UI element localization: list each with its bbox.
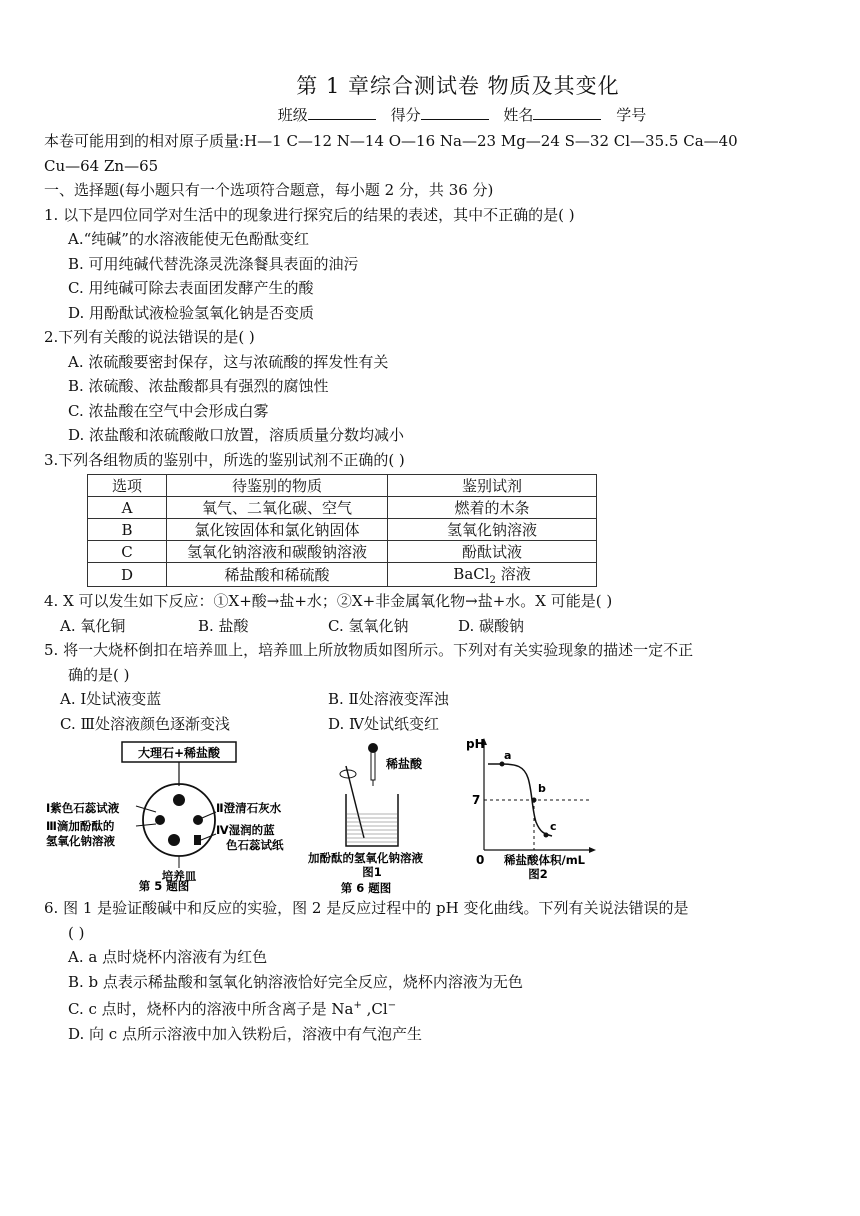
q4-stem: 4. X 可以发生如下反应：①X+酸→盐+水；②X+非金属氧化物→盐+水。X 可能是( ) (44, 592, 613, 610)
fig5-label-2: Ⅱ澄清石灰水 (216, 801, 282, 815)
table-header: 选项 (88, 475, 167, 497)
name-label: 姓名 (503, 106, 534, 124)
point-c (544, 833, 549, 838)
q5-options-row1 (44, 687, 812, 712)
table-row (88, 541, 597, 563)
table-cell: B (88, 519, 167, 541)
table-cell: A (88, 497, 167, 519)
table-cell: 酚酞试液 (388, 541, 597, 563)
figures-row (44, 737, 812, 895)
q6-stem: 6. 图 1 是验证酸碱中和反应的实验，图 2 是反应过程中的 pH 变化曲线。下列有关说法错误的是 (44, 899, 689, 917)
table-cell: C (88, 541, 167, 563)
x-arrow (589, 847, 596, 853)
q5-option-b: B. Ⅱ处溶液变浑浊 (328, 690, 449, 708)
name-blank[interactable] (533, 105, 601, 120)
bacl-subscript: 2 (489, 575, 496, 586)
fig6-diagram (306, 734, 606, 895)
table-header: 鉴别试剂 (388, 475, 597, 497)
fig5-box-label: 大理石+稀盐酸 (137, 746, 221, 760)
table-cell: 氯化铵固体和氯化钠固体 (167, 519, 388, 541)
exam-page (44, 70, 812, 1046)
q2-option-a: A. 浓硫酸要密封保存，这与浓硫酸的挥发性有关 (68, 352, 389, 371)
graph-zero-label: 0 (476, 853, 485, 867)
q5-stem-cont: 确的是( ) (68, 665, 130, 684)
stirring-rod (346, 766, 364, 838)
graph-ph-label: pH (466, 737, 485, 751)
q4-option-d: D. 碳酸钠 (458, 616, 525, 635)
graph-x-label: 稀盐酸体积/mL (504, 853, 586, 867)
q1-option-d: D. 用酚酞试液检验氢氧化钠是否变质 (68, 303, 315, 322)
fig5-label-4a: Ⅳ湿润的蓝 (216, 823, 275, 837)
student-info (112, 104, 812, 125)
q3-table (87, 474, 597, 587)
fig5-center-dot-top (173, 794, 185, 806)
fig6-acid-label: 稀盐酸 (386, 757, 423, 771)
fig5-caption: 第 5 题图 (138, 879, 190, 893)
point-a (500, 762, 505, 767)
table-row (88, 519, 597, 541)
point-b (532, 798, 537, 803)
q2-option-d: D. 浓盐酸和浓硫酸敞口放置，溶质质量分数均减小 (68, 426, 405, 444)
q6-option-d: D. 向 c 点所示溶液中加入铁粉后，溶液中有气泡产生 (68, 1024, 422, 1043)
bacl-tail: 溶液 (495, 565, 531, 583)
graph-seven-label: 7 (472, 793, 481, 807)
page-title: 第 1 章综合测试卷 物质及其变化 (296, 74, 620, 98)
q6-option-a: A. a 点时烧杯内溶液有为红色 (68, 948, 268, 966)
score-blank[interactable] (421, 105, 489, 120)
beaker-liquid (347, 814, 397, 842)
q2-stem: 2.下列有关酸的说法错误的是( ) (44, 328, 255, 346)
fig6-caption: 第 6 题图 (340, 881, 392, 895)
q5-stem: 5. 将一大烧杯倒扣在培养皿上，培养皿上所放物质如图所示。下列对有关实验现象的描述一定不正 (44, 641, 694, 659)
table-cell: D (88, 563, 167, 587)
score-label: 得分 (390, 106, 421, 124)
table-row (88, 497, 597, 519)
point-c-label: c (550, 820, 557, 833)
fig6-beaker-label: 加酚酞的氢氧化钠溶液 (308, 851, 423, 865)
table-cell: 氢氧化钠溶液和碳酸钠溶液 (167, 541, 388, 563)
class-label: 班级 (277, 106, 308, 124)
q5-option-c: C. Ⅲ处溶液颜色逐渐变浅 (60, 714, 230, 733)
table-header: 待鉴别的物质 (167, 475, 388, 497)
table-cell: 燃着的木条 (388, 497, 597, 519)
bacl-text: BaCl (453, 565, 490, 583)
q2-option-b: B. 浓硫酸、浓盐酸都具有强烈的腐蚀性 (68, 377, 329, 395)
fig5-label-1: Ⅰ紫色石蕊试液 (46, 801, 120, 815)
table-cell: 稀盐酸和稀硫酸 (167, 563, 388, 587)
section-heading: 一、选择题(每小题只有一个选项符合题意，每小题 2 分，共 36 分) (44, 181, 494, 199)
q4-option-c: C. 氢氧化钠 (328, 616, 409, 635)
fig5-dot-right (193, 815, 203, 825)
fig5-paper (194, 835, 201, 845)
class-blank[interactable] (308, 105, 376, 120)
atomic-mass-line2: Cu—64 Zn—65 (44, 156, 159, 175)
q6-c-text: C. c 点时，烧杯内的溶液中所含离子是 Na (68, 1000, 354, 1018)
q1-stem: 1. 以下是四位同学对生活中的现象进行探究后的结果的表述，其中不正确的是( ) (44, 205, 575, 224)
fig6-fig1-label: 图1 (362, 865, 382, 879)
fig5-dish-label: 培养皿 (161, 869, 197, 883)
q1-option-c: C. 用纯碱可除去表面团发酵产生的酸 (68, 279, 314, 297)
dropper-tube (371, 752, 375, 780)
na-charge: + (353, 1000, 362, 1011)
fig6-fig2-label: 图2 (528, 867, 548, 881)
fig5-diagram (44, 740, 294, 893)
fig5-dot-left (155, 815, 165, 825)
table-cell (388, 563, 597, 587)
id-label: 学号 (616, 106, 647, 124)
q1-option-b: B. 可用纯碱代替洗涤灵洗涤餐具表面的油污 (68, 254, 359, 273)
table-cell: 氢氧化钠溶液 (388, 519, 597, 541)
table-row (88, 563, 597, 587)
q4-options (44, 614, 812, 639)
atomic-mass-line1: 本卷可能用到的相对原子质量:H—1 C—12 N—14 O—16 Na—23 Mg—24 S—32 Cl—35.5 Ca—40 (44, 132, 738, 150)
point-a-label: a (504, 749, 512, 762)
cl-charge: − (387, 1000, 397, 1011)
q5-options-row2 (44, 712, 812, 737)
q5-option-a: A. Ⅰ处试液变蓝 (60, 690, 162, 708)
q6-stem-cont: ( ) (68, 923, 85, 942)
fig5-label-3b: 氢氧化钠溶液 (46, 834, 115, 848)
q4-option-a: A. 氧化铜 (60, 616, 126, 635)
q6-c-mid: ,Cl (361, 1000, 388, 1018)
fig5-label-3a: Ⅲ滴加酚酞的 (46, 819, 115, 833)
point-b-label: b (538, 782, 546, 795)
q5-option-d: D. Ⅳ处试纸变红 (328, 714, 440, 733)
q6-option-c (44, 994, 812, 1022)
q4-option-b: B. 盐酸 (198, 616, 249, 635)
table-header-row (88, 475, 597, 497)
fig5-label-4b: 色石蕊试纸 (226, 838, 284, 852)
q6-option-b: B. b 点表示稀盐酸和氢氧化钠溶液恰好完全反应，烧杯内溶液为无色 (68, 972, 523, 991)
fig5-leader-3 (136, 824, 156, 826)
q3-stem: 3.下列各组物质的鉴别中，所选的鉴别试剂不正确的( ) (44, 450, 405, 469)
table-cell: 氧气、二氧化碳、空气 (167, 497, 388, 519)
fig5-dot-bottom (168, 834, 180, 846)
q1-option-a: A.“纯碱”的水溶液能使无色酚酞变红 (68, 230, 309, 248)
q2-option-c: C. 浓盐酸在空气中会形成白雾 (68, 401, 269, 420)
